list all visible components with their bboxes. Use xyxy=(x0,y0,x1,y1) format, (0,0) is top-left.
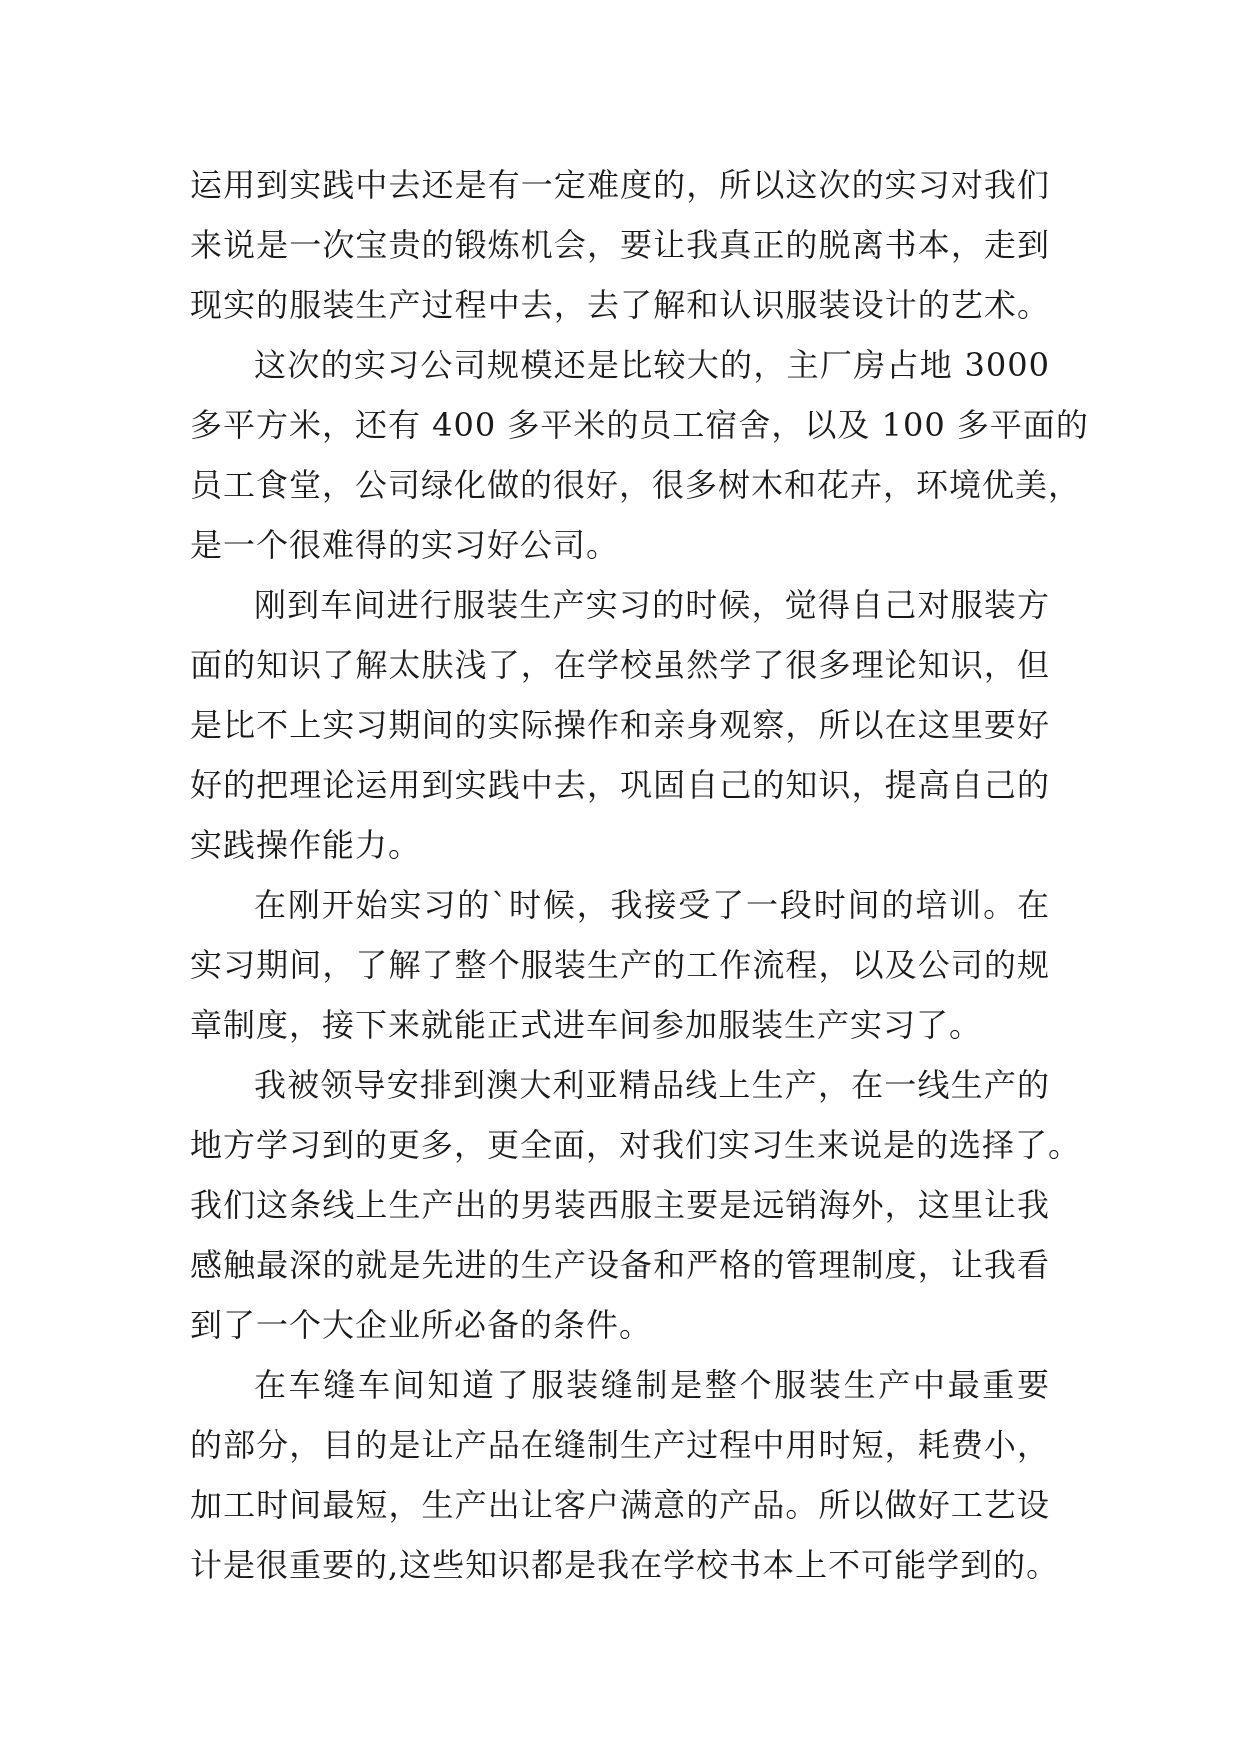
text-line: 计是很重要的,这些知识都是我在学校书本上不可能学到的。 xyxy=(190,1546,1060,1584)
text-line: 好的把理论运用到实践中去，巩固自己的知识，提高自己的 xyxy=(190,766,1050,804)
text-line: 实践操作能力。 xyxy=(190,826,422,864)
text-line: 我们这条线上生产出的男装西服主要是远销海外，这里让我 xyxy=(190,1186,1050,1224)
text-line: 感触最深的就是先进的生产设备和严格的管理制度，让我看 xyxy=(190,1246,1050,1284)
text-line: 运用到实践中去还是有一定难度的，所以这次的实习对我们 xyxy=(190,166,1050,204)
text-line: 加工时间最短，生产出让客户满意的产品。所以做好工艺设 xyxy=(190,1486,1050,1524)
text-line: 多平方米，还有 400 多平米的员工宿舍，以及 100 多平面的 xyxy=(190,406,1089,444)
text-line: 是一个很难得的实习好公司。 xyxy=(190,526,620,564)
text-line: 实习期间，了解了整个服装生产的工作流程，以及公司的规 xyxy=(190,946,1050,984)
text-line: 在刚开始实习的`时候，我接受了一段时间的培训。在 xyxy=(254,886,1050,924)
text-line: 的部分，目的是让产品在缝制生产过程中用时短，耗费小， xyxy=(190,1426,1050,1464)
text-line: 这次的实习公司规模还是比较大的，主厂房占地 3000 xyxy=(254,346,1050,384)
text-line: 到了一个大企业所必备的条件。 xyxy=(190,1306,653,1344)
text-line: 来说是一次宝贵的锻炼机会，要让我真正的脱离书本，走到 xyxy=(190,226,1050,264)
text-line: 员工食堂，公司绿化做的很好，很多树木和花卉，环境优美， xyxy=(190,466,1082,504)
text-line: 章制度，接下来就能正式进车间参加服装生产实习了。 xyxy=(190,1006,983,1044)
text-line: 刚到车间进行服装生产实习的时候，觉得自己对服装方 xyxy=(254,586,1050,624)
text-line: 我被领导安排到澳大利亚精品线上生产，在一线生产的 xyxy=(254,1066,1050,1104)
text-line: 现实的服装生产过程中去，去了解和认识服装设计的艺术。 xyxy=(190,286,1050,324)
text-line: 在车缝车间知道了服装缝制是整个服装生产中最重要 xyxy=(254,1366,1050,1404)
text-line: 面的知识了解太肤浅了，在学校虽然学了很多理论知识，但 xyxy=(190,646,1050,684)
text-line: 是比不上实习期间的实际操作和亲身观察，所以在这里要好 xyxy=(190,706,1050,744)
text-line: 地方学习到的更多，更全面，对我们实习生来说是的选择了。 xyxy=(190,1126,1082,1164)
